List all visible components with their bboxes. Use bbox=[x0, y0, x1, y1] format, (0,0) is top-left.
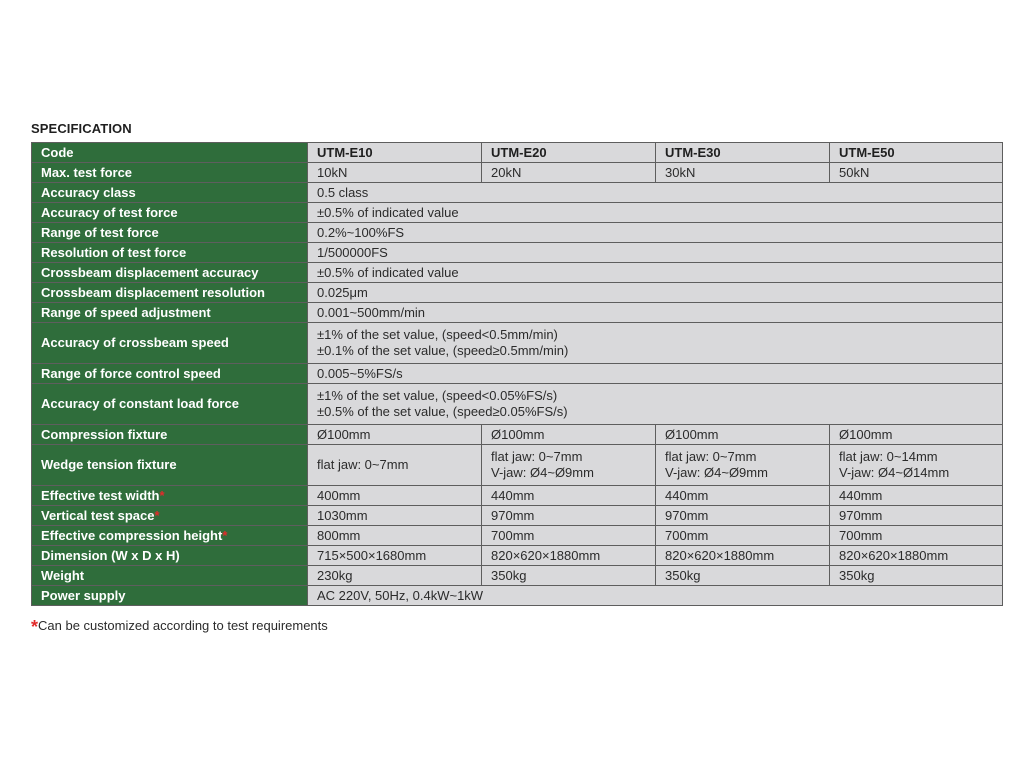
value-cell-merged: 0.5 class bbox=[308, 183, 1003, 203]
row-label-cell bbox=[32, 303, 308, 323]
table-row bbox=[32, 586, 1003, 606]
row-label: Crossbeam displacement accuracy bbox=[41, 264, 259, 280]
value-line: flat jaw: 0~7mm bbox=[491, 449, 583, 464]
row-label-cell bbox=[32, 263, 308, 283]
value-cell bbox=[482, 445, 656, 486]
value-cell: 800mm bbox=[308, 526, 482, 546]
value-cell: 440mm bbox=[830, 486, 1003, 506]
row-label-cell bbox=[32, 364, 308, 384]
value-cell-merged: AC 220V, 50Hz, 0.4kW~1kW bbox=[308, 586, 1003, 606]
value-cell-merged: 0.2%~100%FS bbox=[308, 223, 1003, 243]
row-label: Effective compression height bbox=[41, 527, 223, 543]
value-cell: 700mm bbox=[656, 526, 830, 546]
row-label-cell bbox=[32, 203, 308, 223]
value-cell: 700mm bbox=[830, 526, 1003, 546]
value-cell-merged: 0.025μm bbox=[308, 283, 1003, 303]
value-cell: 230kg bbox=[308, 566, 482, 586]
row-label-cell bbox=[32, 283, 308, 303]
value-cell: 820×620×1880mm bbox=[482, 546, 656, 566]
value-cell: Ø100mm bbox=[482, 425, 656, 445]
row-label: Power supply bbox=[41, 587, 126, 603]
table-row bbox=[32, 183, 1003, 203]
table-row bbox=[32, 263, 1003, 283]
footnote-text: Can be customized according to test requirements bbox=[38, 618, 328, 633]
value-cell: 30kN bbox=[656, 163, 830, 183]
value-cell-merged: ±0.5% of indicated value bbox=[308, 203, 1003, 223]
value-cell bbox=[308, 445, 482, 486]
value-cell: 440mm bbox=[656, 486, 830, 506]
row-label: Vertical test space bbox=[41, 507, 155, 523]
row-label-cell bbox=[32, 486, 308, 506]
value-cell: 20kN bbox=[482, 163, 656, 183]
table-row bbox=[32, 223, 1003, 243]
value-line: ±0.1% of the set value, (speed≥0.5mm/min) bbox=[317, 343, 569, 358]
table-row bbox=[32, 303, 1003, 323]
value-cell: 350kg bbox=[482, 566, 656, 586]
value-cell: 970mm bbox=[482, 506, 656, 526]
row-label-cell bbox=[32, 243, 308, 263]
value-line: V-jaw: Ø4~Ø14mm bbox=[839, 465, 950, 480]
table-row bbox=[32, 546, 1003, 566]
row-label: Range of speed adjustment bbox=[41, 304, 211, 320]
row-label-cell bbox=[32, 506, 308, 526]
table-row bbox=[32, 283, 1003, 303]
table-row bbox=[32, 425, 1003, 445]
value-cell: 440mm bbox=[482, 486, 656, 506]
customizable-asterisk: * bbox=[154, 507, 160, 523]
footnote-asterisk: * bbox=[31, 617, 39, 637]
value-cell-merged: 0.001~500mm/min bbox=[308, 303, 1003, 323]
customizable-asterisk: * bbox=[159, 487, 165, 503]
value-cell: 820×620×1880mm bbox=[656, 546, 830, 566]
row-label: Resolution of test force bbox=[41, 244, 187, 260]
table-row bbox=[32, 566, 1003, 586]
model-header-cell: UTM-E50 bbox=[830, 143, 1003, 163]
row-label: Max. test force bbox=[41, 164, 133, 180]
value-line: flat jaw: 0~14mm bbox=[839, 449, 938, 464]
table-row bbox=[32, 486, 1003, 506]
specification-heading: SPECIFICATION bbox=[31, 121, 132, 136]
value-cell: 1030mm bbox=[308, 506, 482, 526]
header-label-cell: Code bbox=[32, 143, 308, 163]
value-cell: Ø100mm bbox=[308, 425, 482, 445]
value-cell-merged bbox=[308, 384, 1003, 425]
row-label: Dimension (W x D x H) bbox=[41, 547, 180, 563]
row-label-cell bbox=[32, 223, 308, 243]
model-header-cell: UTM-E30 bbox=[656, 143, 830, 163]
value-cell: 700mm bbox=[482, 526, 656, 546]
row-label: Crossbeam displacement resolution bbox=[41, 284, 265, 300]
value-cell: 350kg bbox=[656, 566, 830, 586]
row-label-cell bbox=[32, 183, 308, 203]
table-header-row bbox=[32, 143, 1003, 163]
value-cell-merged: ±0.5% of indicated value bbox=[308, 263, 1003, 283]
value-cell: Ø100mm bbox=[656, 425, 830, 445]
row-label: Accuracy of test force bbox=[41, 204, 178, 220]
value-cell-merged bbox=[308, 323, 1003, 364]
row-label-cell bbox=[32, 163, 308, 183]
table-row bbox=[32, 163, 1003, 183]
table-row bbox=[32, 445, 1003, 486]
value-cell: 970mm bbox=[656, 506, 830, 526]
value-cell bbox=[656, 445, 830, 486]
row-label: Wedge tension fixture bbox=[41, 457, 177, 472]
row-label: Weight bbox=[41, 567, 85, 583]
table-row bbox=[32, 243, 1003, 263]
table-row bbox=[32, 526, 1003, 546]
value-line: ±1% of the set value, (speed<0.05%FS/s) bbox=[317, 388, 558, 403]
table-row bbox=[32, 323, 1003, 364]
value-line: ±1% of the set value, (speed<0.5mm/min) bbox=[317, 327, 558, 342]
row-label: Range of force control speed bbox=[41, 365, 221, 381]
specification-table bbox=[31, 142, 1003, 606]
value-cell: 970mm bbox=[830, 506, 1003, 526]
table-row bbox=[32, 384, 1003, 425]
value-cell bbox=[830, 445, 1003, 486]
value-cell: 10kN bbox=[308, 163, 482, 183]
row-label: Compression fixture bbox=[41, 426, 168, 442]
value-cell: 350kg bbox=[830, 566, 1003, 586]
table-row bbox=[32, 364, 1003, 384]
value-line: flat jaw: 0~7mm bbox=[317, 457, 409, 472]
row-label: Accuracy class bbox=[41, 184, 136, 200]
value-line: V-jaw: Ø4~Ø9mm bbox=[665, 465, 768, 480]
table-row bbox=[32, 506, 1003, 526]
customizable-asterisk: * bbox=[222, 527, 228, 543]
table-row bbox=[32, 203, 1003, 223]
value-cell: 820×620×1880mm bbox=[830, 546, 1003, 566]
value-cell: 400mm bbox=[308, 486, 482, 506]
row-label: Accuracy of crossbeam speed bbox=[41, 335, 229, 350]
value-cell-merged: 1/500000FS bbox=[308, 243, 1003, 263]
specification-table-body bbox=[32, 143, 1003, 606]
model-header-cell: UTM-E10 bbox=[308, 143, 482, 163]
value-cell-merged: 0.005~5%FS/s bbox=[308, 364, 1003, 384]
value-cell: 715×500×1680mm bbox=[308, 546, 482, 566]
value-cell: Ø100mm bbox=[830, 425, 1003, 445]
value-line: flat jaw: 0~7mm bbox=[665, 449, 757, 464]
row-label-cell bbox=[32, 425, 308, 445]
row-label-cell bbox=[32, 445, 308, 486]
row-label: Accuracy of constant load force bbox=[41, 396, 239, 411]
value-line: ±0.5% of the set value, (speed≥0.05%FS/s) bbox=[317, 404, 568, 419]
row-label-cell bbox=[32, 323, 308, 364]
row-label: Range of test force bbox=[41, 224, 159, 240]
value-cell: 50kN bbox=[830, 163, 1003, 183]
row-label-cell bbox=[32, 546, 308, 566]
row-label-cell bbox=[32, 384, 308, 425]
row-label-cell bbox=[32, 566, 308, 586]
row-label: Effective test width bbox=[41, 487, 160, 503]
row-label-cell bbox=[32, 586, 308, 606]
value-line: V-jaw: Ø4~Ø9mm bbox=[491, 465, 594, 480]
model-header-cell: UTM-E20 bbox=[482, 143, 656, 163]
footnote bbox=[31, 617, 328, 638]
row-label-cell bbox=[32, 526, 308, 546]
